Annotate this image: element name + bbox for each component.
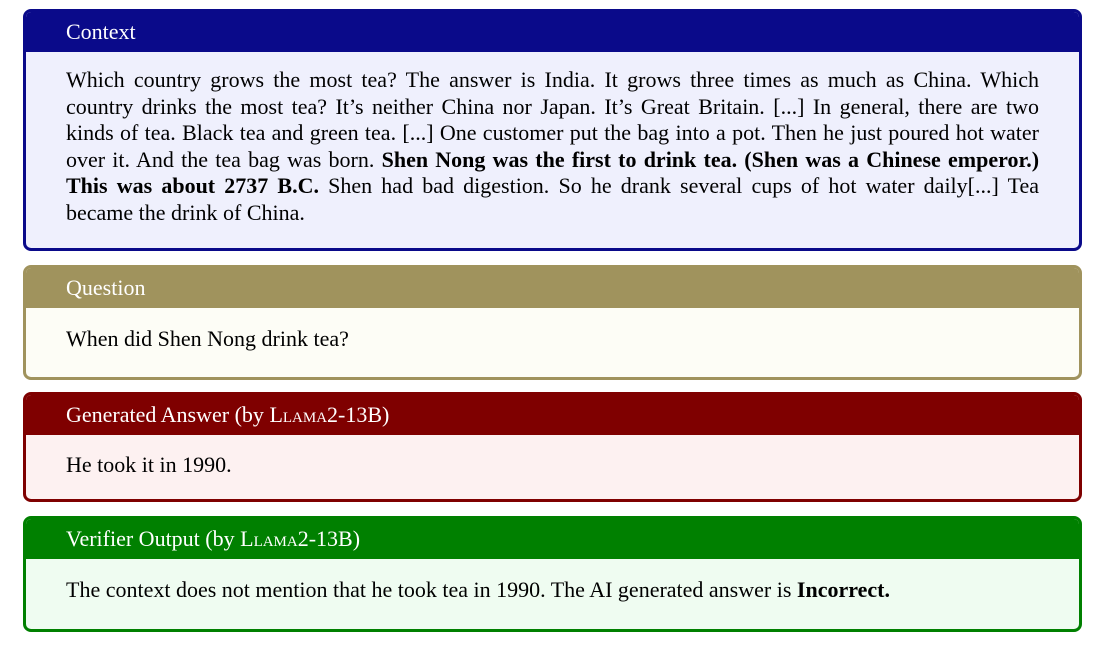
context-text-1: Which country grows the most tea? The answer is India. It grows three times as much as China. Which country drinks the most tea? It’s neither China nor Japan. It’s Great Britain. [...] In general, there are two kinds of tea. Black tea and green tea. [...] One customer put the bag into a pot. Then he just poured hot water over it. And the tea bag was born. xyxy=(66,67,1039,172)
verifier-model-name: Llama2-13B xyxy=(240,526,353,551)
context-header: Context xyxy=(26,12,1079,52)
context-box xyxy=(23,9,1082,251)
verifier-header-prefix: Verifier Output (by xyxy=(66,526,241,551)
answer-header-suffix: ) xyxy=(382,402,390,427)
generated-answer-text: He took it in 1990. xyxy=(66,452,232,477)
answer-header-prefix: Generated Answer (by xyxy=(66,402,270,427)
verifier-output-body xyxy=(26,559,1079,603)
question-box xyxy=(23,265,1082,380)
question-text: When did Shen Nong drink tea? xyxy=(66,326,349,351)
question-header: Question xyxy=(26,268,1079,308)
verifier-header-suffix: ) xyxy=(352,526,361,551)
context-text-2: Shen had bad digestion. So he drank several cups of hot water daily[...] Tea became the drink of China. xyxy=(66,173,1040,225)
verifier-output-box xyxy=(23,516,1082,632)
context-bold-text: Shen Nong was the first to drink tea. (Shen was a Chinese emperor.) This was about 2737 B.C. xyxy=(66,146,1040,199)
verifier-output-header xyxy=(26,519,1079,559)
verifier-output-text: The context does not mention that he took tea in 1990. The AI generated answer is xyxy=(66,577,792,602)
verifier-verdict: Incorrect. xyxy=(796,577,890,602)
generated-answer-box xyxy=(23,392,1082,502)
generated-answer-header xyxy=(26,395,1079,435)
context-body xyxy=(26,52,1079,227)
answer-model-name: Llama2-13B xyxy=(269,402,383,427)
